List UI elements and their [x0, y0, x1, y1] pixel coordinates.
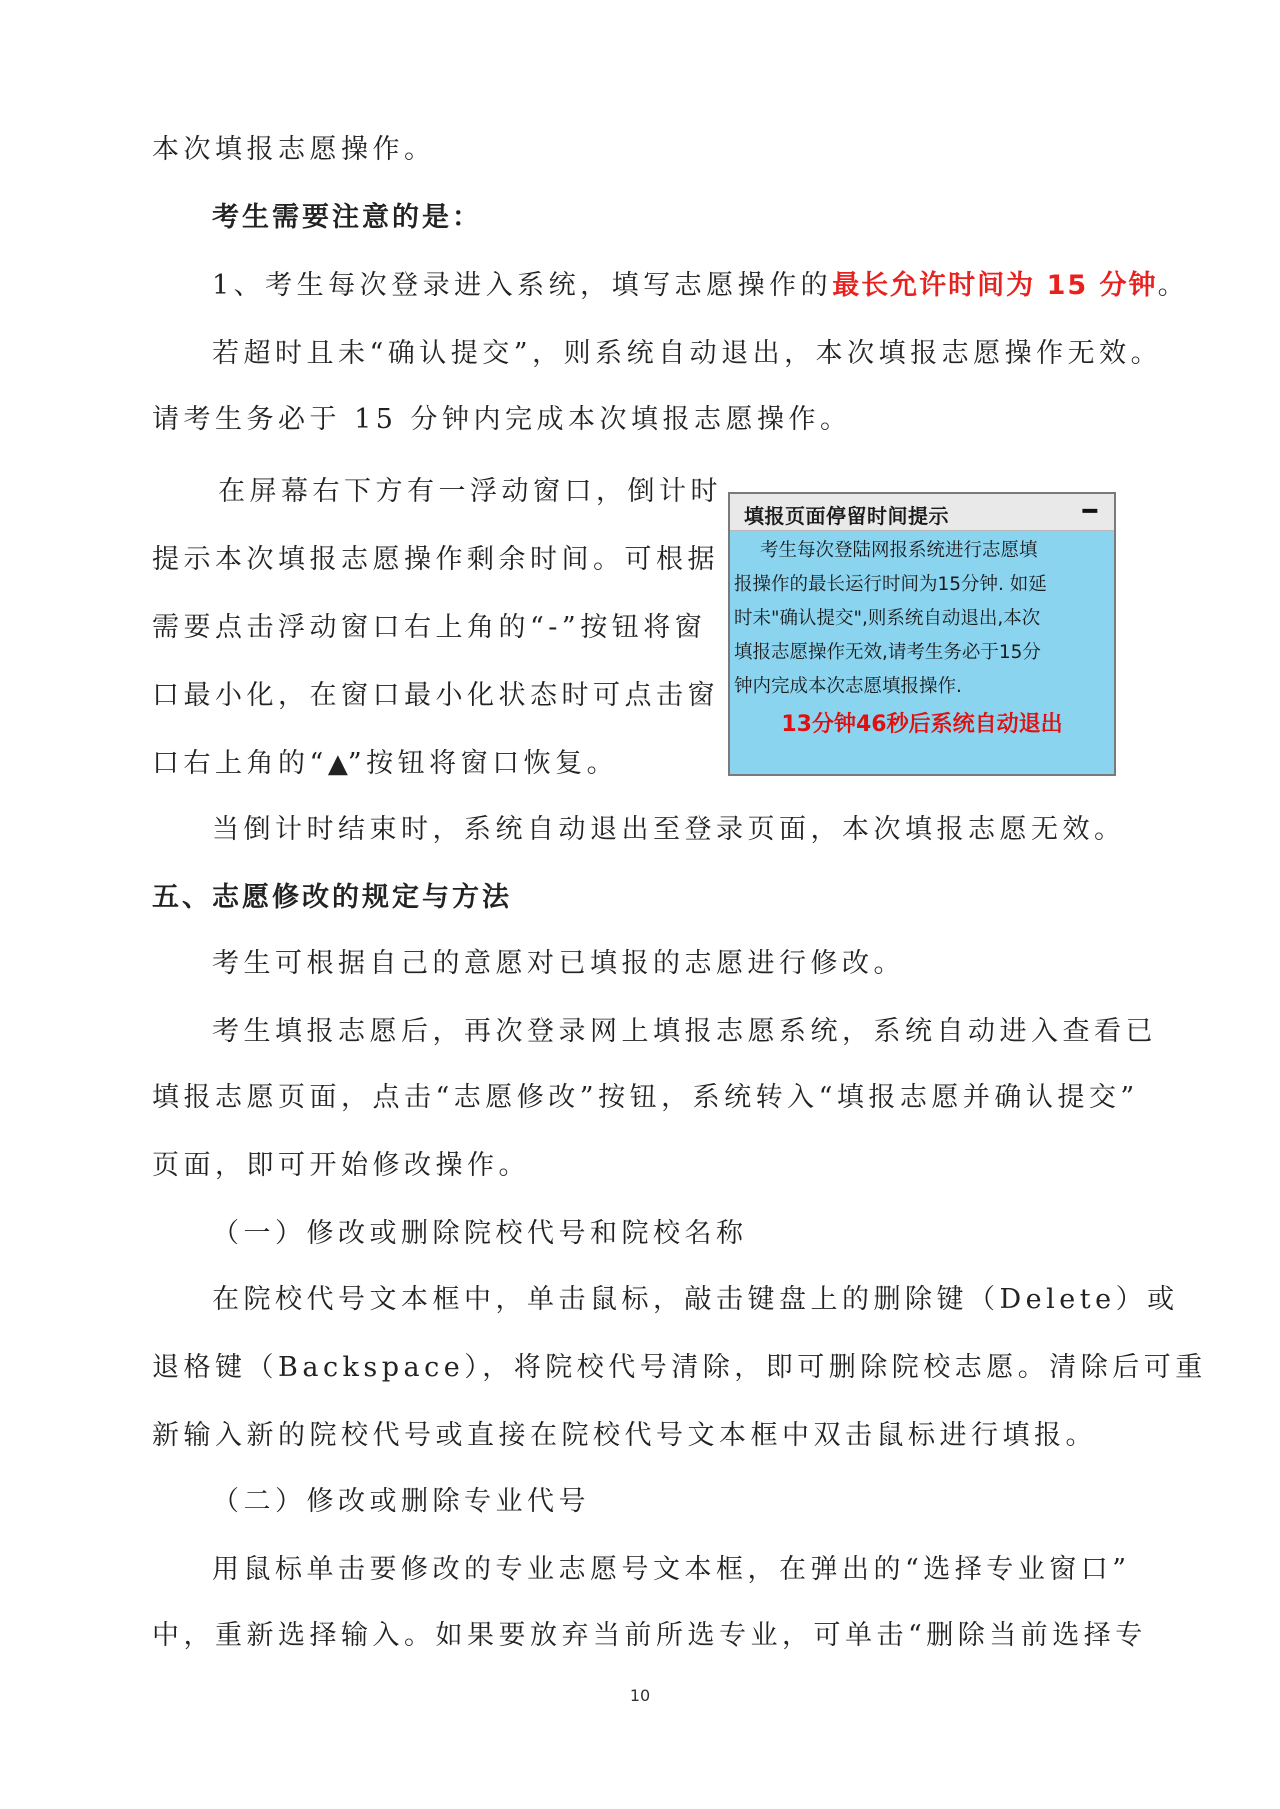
text-line: 页面，即可开始修改操作。: [152, 1150, 530, 1181]
window-title: 填报页面停留时间提示: [744, 504, 949, 528]
text-line: 需要点击浮动窗口右上角的“-”按钮将窗: [152, 612, 707, 643]
text-line: 填报志愿页面，点击“志愿修改”按钮，系统转入“填报志愿并确认提交”: [152, 1082, 1139, 1113]
text-line: 在屏幕右下方有一浮动窗口，倒计时: [218, 476, 722, 507]
text-line: 中，重新选择输入。如果要放弃当前所选专业，可单击“删除当前选择专: [152, 1620, 1147, 1651]
triangle-up-icon: ▲: [327, 749, 348, 779]
text-line: 考生可根据自己的意愿对已填报的志愿进行修改。: [212, 948, 905, 979]
text-line: 在院校代号文本框中，单击鼠标，敲击键盘上的删除键（Delete）或: [212, 1284, 1179, 1315]
text-span: 口右上角的“: [152, 748, 328, 779]
text-line-restore: [152, 746, 618, 782]
countdown-text: 13分钟46秒后系统自动退出: [781, 712, 1063, 737]
highlight-time-limit: 最长允许时间为 15 分钟: [832, 270, 1158, 301]
text-line: 口最小化，在窗口最小化状态时可点击窗: [152, 680, 719, 711]
text-line: 提示本次填报志愿操作剩余时间。可根据: [152, 544, 719, 575]
section-heading: 五、志愿修改的规定与方法: [152, 882, 512, 913]
text-span: ”按钮将窗口恢复。: [347, 748, 619, 779]
text-span: 1、考生每次登录进入系统，填写志愿操作的: [212, 270, 833, 301]
text-line: 用鼠标单击要修改的专业志愿号文本框，在弹出的“选择专业窗口”: [212, 1554, 1131, 1585]
text-line: 请考生务必于 15 分钟内完成本次填报志愿操作。: [152, 404, 852, 435]
page-number: 10: [629, 1686, 651, 1705]
window-header: [730, 494, 1114, 531]
countdown-floating-window: [728, 492, 1116, 776]
text-span: 。: [1157, 270, 1190, 301]
text-line: 当倒计时结束时，系统自动退出至登录页面，本次填报志愿无效。: [212, 814, 1126, 845]
window-text-line: 报操作的最长运行时间为15分钟. 如延: [734, 574, 1047, 595]
text-line: 考生填报志愿后，再次登录网上填报志愿系统，系统自动进入查看已: [212, 1016, 1157, 1047]
text-line: 本次填报志愿操作。: [152, 134, 436, 165]
text-line: 若超时且未“确认提交”，则系统自动退出，本次填报志愿操作无效。: [212, 338, 1163, 369]
text-line: 退格键（Backspace），将院校代号清除，即可删除院校志愿。清除后可重: [152, 1352, 1207, 1383]
window-text-line: 考生每次登陆网报系统进行志愿填: [760, 540, 1038, 561]
window-text-line: 填报志愿操作无效,请考生务必于15分: [734, 642, 1041, 663]
note-heading: 考生需要注意的是：: [212, 202, 482, 233]
window-text-line: 时未"确认提交",则系统自动退出,本次: [734, 608, 1041, 629]
text-line-time-limit: [212, 268, 1189, 304]
minimize-button[interactable]: ━: [1082, 497, 1098, 525]
subsection-heading: （一）修改或删除院校代号和院校名称: [212, 1218, 748, 1249]
subsection-heading: （二）修改或删除专业代号: [212, 1486, 590, 1517]
text-line: 新输入新的院校代号或直接在院校代号文本框中双击鼠标进行填报。: [152, 1420, 1097, 1451]
window-text-line: 钟内完成本次志愿填报操作.: [734, 676, 962, 697]
